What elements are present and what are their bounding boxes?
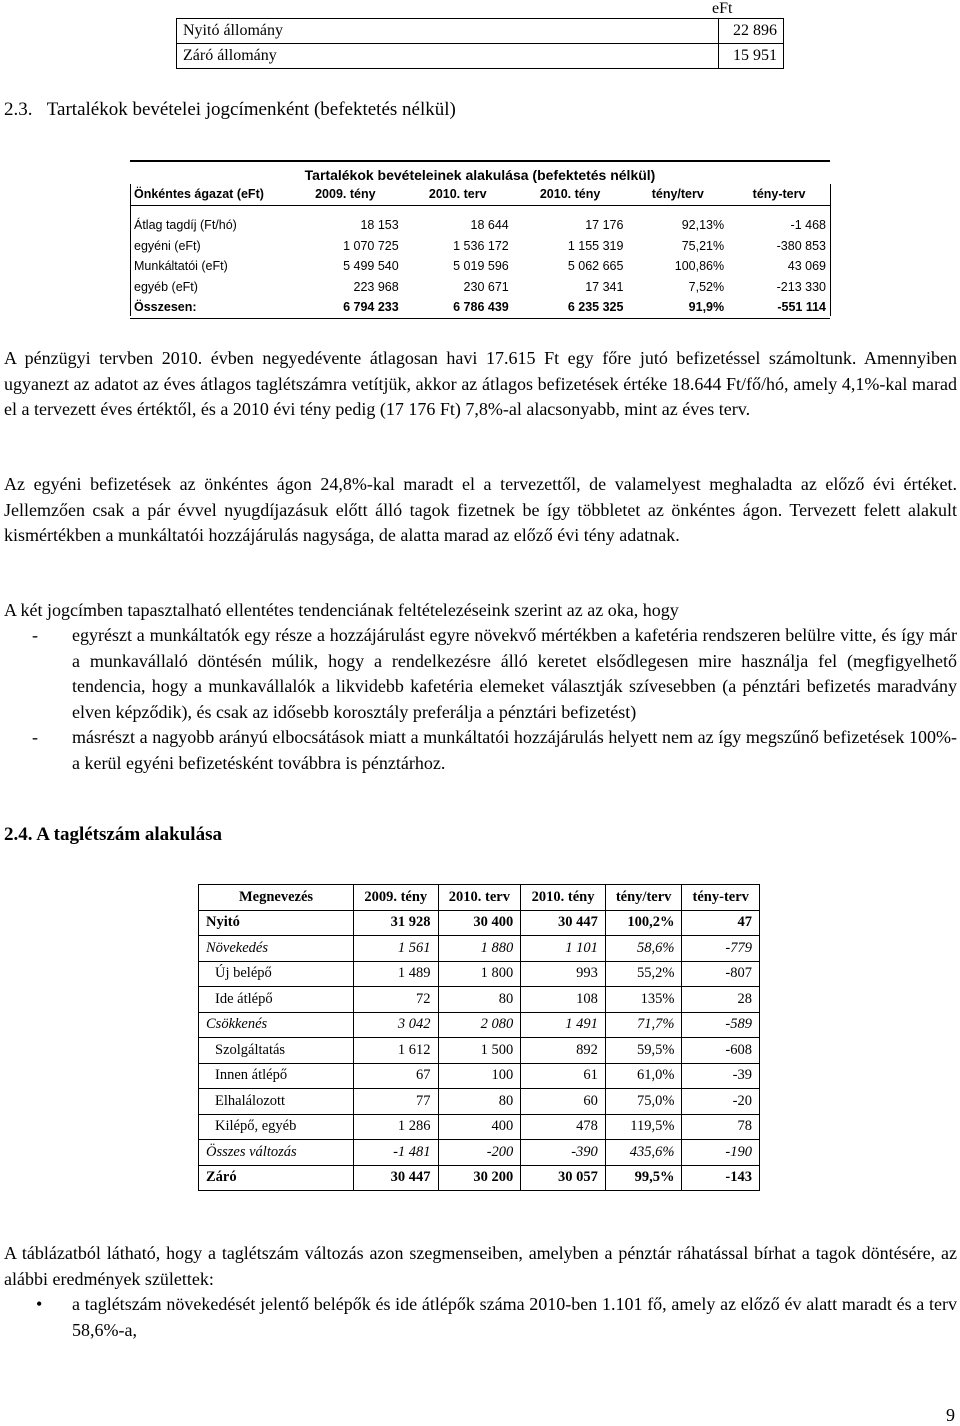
column-header: Önkéntes ágazat (eFt) (130, 184, 288, 205)
list-item (4, 1292, 957, 1343)
spacer-cell (130, 205, 830, 215)
cell: 18 153 (360, 218, 399, 233)
row-label: Szolgáltatás (199, 1038, 354, 1064)
row-label: Összes változás (199, 1140, 354, 1166)
table-row (130, 236, 830, 257)
cell: 1 880 (438, 936, 521, 962)
table-row (130, 277, 830, 298)
cell: 71,7% (605, 1012, 682, 1038)
row-label: Nyitó (199, 910, 354, 936)
cell: 61,0% (605, 1063, 682, 1089)
cell: -608 (682, 1038, 760, 1064)
cell: egyéni (eFt) (134, 238, 201, 253)
cell: -200 (438, 1140, 521, 1166)
row-label: Elhalálozott (199, 1089, 354, 1115)
cell: Összesen: (130, 297, 288, 318)
row-label: Innen átlépő (199, 1063, 354, 1089)
membership-table-body (199, 910, 760, 1191)
table-row (199, 961, 760, 987)
dash-list (4, 623, 957, 776)
cell: 31 928 (354, 910, 439, 936)
paragraph (4, 598, 957, 624)
cell: 6 235 325 (513, 297, 628, 318)
section-number: 2.4. (4, 824, 33, 845)
table-header-row (130, 184, 830, 205)
cell: 30 200 (438, 1165, 521, 1191)
cell: 75,0% (605, 1089, 682, 1115)
cell: 72 (354, 987, 439, 1013)
cell: egyéb (eFt) (134, 279, 198, 294)
cell: -589 (682, 1012, 760, 1038)
cell: 6 786 439 (403, 297, 513, 318)
cell: 1 500 (438, 1038, 521, 1064)
row-value: 15 951 (719, 44, 784, 69)
cell: 1 800 (438, 961, 521, 987)
cell: 43 069 (787, 259, 826, 274)
cell: -1 481 (354, 1140, 439, 1166)
cell: 6 794 233 (288, 297, 403, 318)
list-item-text: egyrészt a munkáltatók egy része a hozzájárulást egyre növekvő mértékben a kafetéria rendszeren belülre vitte, és így már a munkavállaló döntésén múlik, hogy a rendelkezésre álló keretet elsődlegesen mire használja fel (megfigyelhető tendencia, hogy a munkavállalók a likvidebb kafetéria elemeket választják szívesebben (a pénztári befizetés maradvány elven képződik), és csak az idősebb korosztály preferálja a pénztári befizetést) (72, 625, 957, 722)
cell: 58,6% (605, 936, 682, 962)
dash-bullet: - (32, 625, 38, 645)
list-item-text: a taglétszám növekedését jelentő belépők és ide átlépők száma 2010-ben 1.101 fő, amely az előző év alatt maradt és a terv 58,6%-a, (72, 1294, 957, 1340)
cell: 993 (521, 961, 606, 987)
table-border-right (830, 184, 831, 316)
cell: -390 (521, 1140, 606, 1166)
cell: 47 (682, 910, 760, 936)
paragraph (4, 472, 957, 549)
cell: 55,2% (605, 961, 682, 987)
cell: -380 853 (776, 238, 826, 253)
cell: 1 101 (521, 936, 606, 962)
column-header: 2010. tény (521, 885, 606, 911)
table-row (177, 19, 784, 44)
cell: 1 286 (354, 1114, 439, 1140)
cell: 435,6% (605, 1140, 682, 1166)
column-header: Megnevezés (199, 885, 354, 911)
cell: 1 561 (354, 936, 439, 962)
cell: -20 (682, 1089, 760, 1115)
cell: 478 (521, 1114, 606, 1140)
cell: 135% (605, 987, 682, 1013)
paragraph-text: A pénzügyi tervben 2010. évben negyedévente átlagosan havi 17.615 Ft egy főre jutó befizetéssel számoltunk. Amennyiben ugyanezt az adatot az éves átlagos taglétszámra vetítjük, akkor az átlagos befizetések értéke 18.644 Ft/fő/hó, amely 4,1%-kal marad el a tervezett éves értéktől, és a 2010 évi tény pedig (17 176 Ft) 7,8%-al alacsonyabb, mint az éves terv. (4, 348, 957, 419)
table-row (199, 1038, 760, 1064)
cell: -143 (682, 1165, 760, 1191)
cell: 18 644 (470, 218, 509, 233)
row-value: 22 896 (719, 19, 784, 44)
cell: 230 671 (463, 279, 509, 294)
row-label: Záró (199, 1165, 354, 1191)
column-header: tény-terv (682, 885, 760, 911)
cell: 78 (682, 1114, 760, 1140)
row-label: Növekedés (199, 936, 354, 962)
cell: 92,13% (681, 218, 725, 233)
column-header: 2009. tény (288, 184, 403, 205)
list-item-text: másrészt a nagyobb arányú elbocsátások miatt a munkáltatói hozzájárulás helyett nem az így megszűnő befizetések 100%-a kerül egyéni befizetésként továbbra is pénztárhoz. (72, 727, 957, 773)
cell: 892 (521, 1038, 606, 1064)
section-heading (4, 99, 456, 121)
table-row (130, 256, 830, 277)
table-row (199, 1165, 760, 1191)
column-header: tény-terv (728, 184, 830, 205)
paragraph-text: Az egyéni befizetések az önkéntes ágon 24,8%-kal maradt el a tervezettől, de valamelyest meghaladta az előző évi értéket. Jellemzően csak a pár évvel nyugdíjazásuk előtt álló tagok fizetnek be így többletet az önkéntes ágon. Tervezett felett alakult kismértékben a munkáltatói hozzájárulás nagysága, de alatta marad az előző évi tény adatnak. (4, 474, 957, 545)
cell: -39 (682, 1063, 760, 1089)
cell: Átlag tagdíj (Ft/hó) (134, 218, 237, 233)
table-row (130, 215, 830, 236)
cell: 17 176 (585, 218, 624, 233)
row-label: Záró állomány (177, 44, 719, 69)
cell: 100,2% (605, 910, 682, 936)
column-header: 2010. terv (403, 184, 513, 205)
balance-table (176, 18, 784, 69)
cell: 30 400 (438, 910, 521, 936)
table-row (199, 1012, 760, 1038)
cell: 108 (521, 987, 606, 1013)
paragraph-text: A két jogcímben tapasztalható ellentétes tendenciának feltételezéseink szerint az az oka, hogy (4, 600, 679, 620)
table-row (199, 936, 760, 962)
dash-bullet: - (32, 727, 38, 747)
cell: Munkáltatói (eFt) (134, 259, 228, 274)
revenue-table (130, 184, 830, 319)
cell: 30 057 (521, 1165, 606, 1191)
cell: -807 (682, 961, 760, 987)
cell: 100,86% (674, 259, 725, 274)
cell: 60 (521, 1089, 606, 1115)
spacer-row (130, 205, 830, 215)
table-row (199, 1063, 760, 1089)
cell: 59,5% (605, 1038, 682, 1064)
bullet-icon: • (36, 1294, 43, 1314)
table-row (199, 1140, 760, 1166)
cell: 91,9% (627, 297, 728, 318)
column-header: tény/terv (627, 184, 728, 205)
cell: -1 468 (790, 218, 826, 233)
row-label: Csökkenés (199, 1012, 354, 1038)
table-row (199, 910, 760, 936)
table-row (199, 987, 760, 1013)
cell: 80 (438, 987, 521, 1013)
table-border-left (130, 184, 131, 316)
page-number: 9 (946, 1405, 955, 1425)
cell: 7,52% (688, 279, 725, 294)
cell: -779 (682, 936, 760, 962)
paragraph-text: A táblázatból látható, hogy a taglétszám változás azon szegmenseiben, amelyben a pénztár ráhatással bírhat a tagok döntésére, az alábbi eredmények születtek: (4, 1243, 957, 1289)
cell: 99,5% (605, 1165, 682, 1191)
cell: -213 330 (776, 279, 826, 294)
table-row (177, 44, 784, 69)
cell: 3 042 (354, 1012, 439, 1038)
section-number: 2.3. (4, 99, 33, 120)
column-header: 2010. terv (438, 885, 521, 911)
paragraph (4, 1241, 957, 1292)
cell: 119,5% (605, 1114, 682, 1140)
table-row (199, 1114, 760, 1140)
membership-table (198, 884, 760, 1191)
cell: 1 155 319 (567, 238, 624, 253)
cell: 400 (438, 1114, 521, 1140)
unit-label: eFt (712, 0, 733, 17)
table-caption: Tartalékok bevételeinek alakulása (befektetés nélkül) (130, 160, 830, 183)
cell: -551 114 (728, 297, 830, 318)
cell: 30 447 (521, 910, 606, 936)
cell: -190 (682, 1140, 760, 1166)
cell: 30 447 (354, 1165, 439, 1191)
cell: 5 019 596 (453, 259, 509, 274)
cell: 61 (521, 1063, 606, 1089)
cell: 5 499 540 (343, 259, 399, 274)
cell: 100 (438, 1063, 521, 1089)
table-header-row (199, 885, 760, 911)
cell: 28 (682, 987, 760, 1013)
list-item (4, 623, 957, 725)
cell: 1 612 (354, 1038, 439, 1064)
column-header: 2010. tény (513, 184, 628, 205)
cell: 17 341 (585, 279, 624, 294)
cell: 1 536 172 (453, 238, 509, 253)
cell: 1 489 (354, 961, 439, 987)
row-label: Nyitó állomány (177, 19, 719, 44)
cell: 223 968 (353, 279, 399, 294)
row-label: Ide átlépő (199, 987, 354, 1013)
cell: 77 (354, 1089, 439, 1115)
row-label: Új belépő (199, 961, 354, 987)
total-row (130, 297, 830, 318)
column-header: tény/terv (605, 885, 682, 911)
table-row (199, 1089, 760, 1115)
section-title: Tartalékok bevételei jogcímenként (befektetés nélkül) (46, 99, 456, 120)
list-item (4, 725, 957, 776)
cell: 67 (354, 1063, 439, 1089)
cell: 80 (438, 1089, 521, 1115)
row-label: Kilépő, egyéb (199, 1114, 354, 1140)
cell: 75,21% (681, 238, 725, 253)
bullet-list (4, 1292, 957, 1343)
paragraph (4, 346, 957, 423)
cell: 2 080 (438, 1012, 521, 1038)
section-title: A taglétszám alakulása (36, 824, 222, 845)
cell: 5 062 665 (567, 259, 624, 274)
column-header: 2009. tény (354, 885, 439, 911)
section-heading (4, 824, 222, 846)
cell: 1 491 (521, 1012, 606, 1038)
cell: 1 070 725 (343, 238, 399, 253)
